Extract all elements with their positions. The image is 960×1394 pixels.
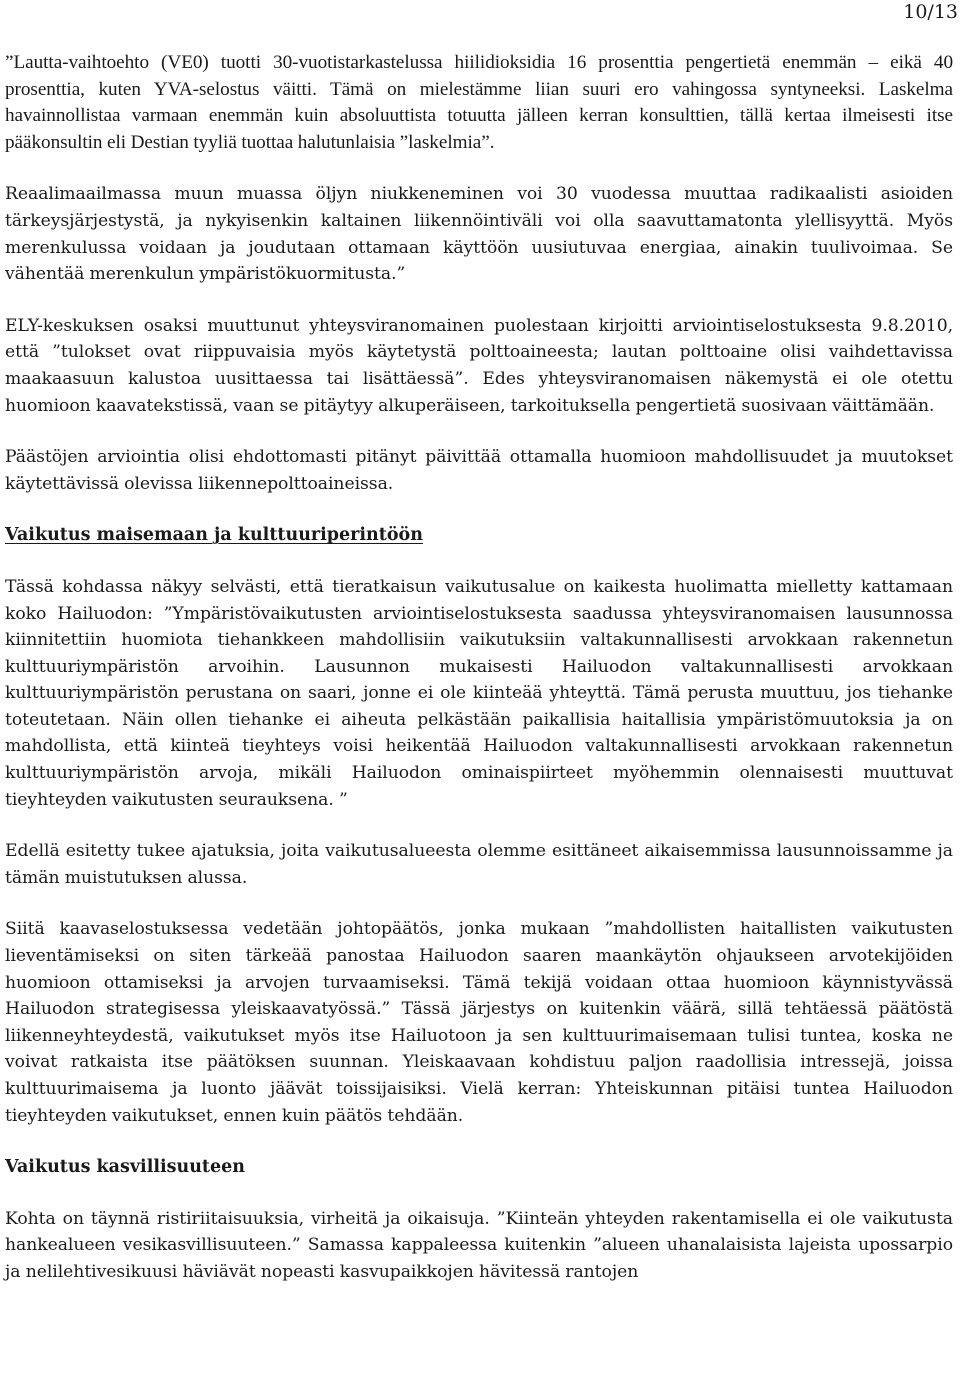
page-number: 10/13 bbox=[903, 1, 958, 23]
paragraph-supports-ideas: Edellä esitetty tukee ajatuksia, joita vaikutusalueesta olemme esittäneet aikaisemmissa lausunnoissamme ja tämän muistutuksen alussa. bbox=[5, 841, 953, 888]
paragraph-vegetation: Kohta on täynnä ristiriitaisuuksia, virheitä ja oikaisuja. ”Kiinteän yhteyden rakentamisella ei ole vaikutusta hankealueen vesikasvillisuuteen.” Samassa kappaleessa kuitenkin ”alueen uhanalaisista lajeista upossarpio ja nelilehtivesikuusi häviävät nopeasti kasvupaikkojen hävitessä rantojen bbox=[5, 1208, 953, 1282]
paragraph-real-world: Reaalimaailmassa muun muassa öljyn niukkeneminen voi 30 vuodessa muuttaa radikaalisti asioiden tärkeysjärjestystä, ja nykyisenkin kaltainen liikennöintiväli voi olla saavuttamatonta ylellisyyttä. Myös merenkulussa voidaan ja joudutaan ottamaan käyttöön uusiutuvaa energiaa, ainakin tuulivoimaa. Se vähentää merenkulun ympäristökuormitusta.” bbox=[5, 184, 953, 285]
heading-landscape-heritage: Vaikutus maisemaan ja kulttuuriperintöön bbox=[5, 525, 423, 546]
paragraph-quote-emissions: ”Lautta-vaihtoehto (VE0) tuotti 30-vuotistarkastelussa hiilidioksidia 16 prosenttia pengertietä enemmän – eikä 40 prosenttia, kuten YVA-selostus väitti. Tämä on mielestämme liian suuri ero vahingossa syntyneeksi. Laskelma havainnollistaa varmaan enemmän kuin absoluuttista totuutta jälleen kerran konsulttien, tällä kertaa ilmeisesti itse pääkonsultin eli Destian tyyliä tuottaa halutunlaisia ”laskelmia”. bbox=[5, 52, 953, 153]
paragraph-emissions-update: Päästöjen arviointia olisi ehdottomasti pitänyt päivittää ottamalla huomioon mahdollisuudet ja muutokset käytettävissä olevissa liikennepolttoaineissa. bbox=[5, 447, 953, 494]
document-body bbox=[5, 50, 953, 1286]
paragraph-ely-center: ELY-keskuksen osaksi muuttunut yhteysviranomainen puolestaan kirjoitti arviointiselostuksesta 9.8.2010, että ”tulokset ovat riippuvaisia myös käytetystä polttoaineesta; lautan polttoaine olisi vaihdettavissa maakaasuun kalustoa uusittaessa tai lisättäessä”. Edes yhteysviranomaisen näkemystä ei ole otettu huomioon kaavatekstissä, vaan se pitäytyy alkuperäiseen, tarkoituksella pengertietä suosivaan väittämään. bbox=[5, 315, 953, 416]
paragraph-conclusion: Siitä kaavaselostuksessa vedetään johtopäätös, jonka mukaan ”mahdollisten haitallisten vaikutusten lieventämiseksi on siten tärkeää panostaa Hailuodon saaren maankäytön ohjaukseen arvotekijöiden huomioon ottamiseksi ja arvojen turvaamiseksi. Tämä tekijä voidaan ottaa huomioon käynnistyvässä Hailuodon strategisessa yleiskaavatyössä.” Tässä järjestys on kuitenkin väärä, sillä tehtäessä päätöstä liikenneyhteydestä, vaikutukset myös itse Hailuotoon ja sen kulttuurimaisemaan tulisi tuntea, koska ne voivat ratkaista itse päätöksen suunnan. Yleiskaavaan kohdistuu paljon raadollisia intressejä, joissa kulttuurimaisema ja luonto jäävät toissijaisiksi. Vielä kerran: Yhteiskunnan pitäisi tuntea Hailuodon tieyhteyden vaikutukset, ennen kuin päätös tehdään. bbox=[5, 919, 953, 1126]
paragraph-impact-area: Tässä kohdassa näkyy selvästi, että tieratkaisun vaikutusalue on kaikesta huolimatta mielletty kattamaan koko Hailuodon: ”Ympäristövaikutusten arviointiselostuksesta saadussa yhteysviranomaisen lausunnossa kiinnitettiin huomiota tiehankkeen mahdollisiin vaikutuksiin valtakunnallisesti arvokkaan rakennetun kulttuuriympäristön arvoihin. Lausunnon mukaisesti Hailuodon valtakunnallisesti arvokkaan kulttuuriympäristön perustana on saari, jonne ei ole kiinteää yhteyttä. Tämä perusta muuttuu, jos tiehanke toteutetaan. Näin ollen tiehanke ei aiheuta pelkästään paikallisia haitallisia ympäristömuutoksia ja on mahdollista, että kiinteä tieyhteys voisi heikentää Hailuodon valtakunnallisesti arvokkaan rakennetun kulttuuriympäristön arvoja, mikäli Hailuodon ominaispiirteet myöhemmin olennaisesti muuttuvat tieyhteyden vaikutusten seurauksena. ” bbox=[5, 576, 953, 810]
heading-vegetation: Vaikutus kasvillisuuteen bbox=[5, 1157, 246, 1178]
